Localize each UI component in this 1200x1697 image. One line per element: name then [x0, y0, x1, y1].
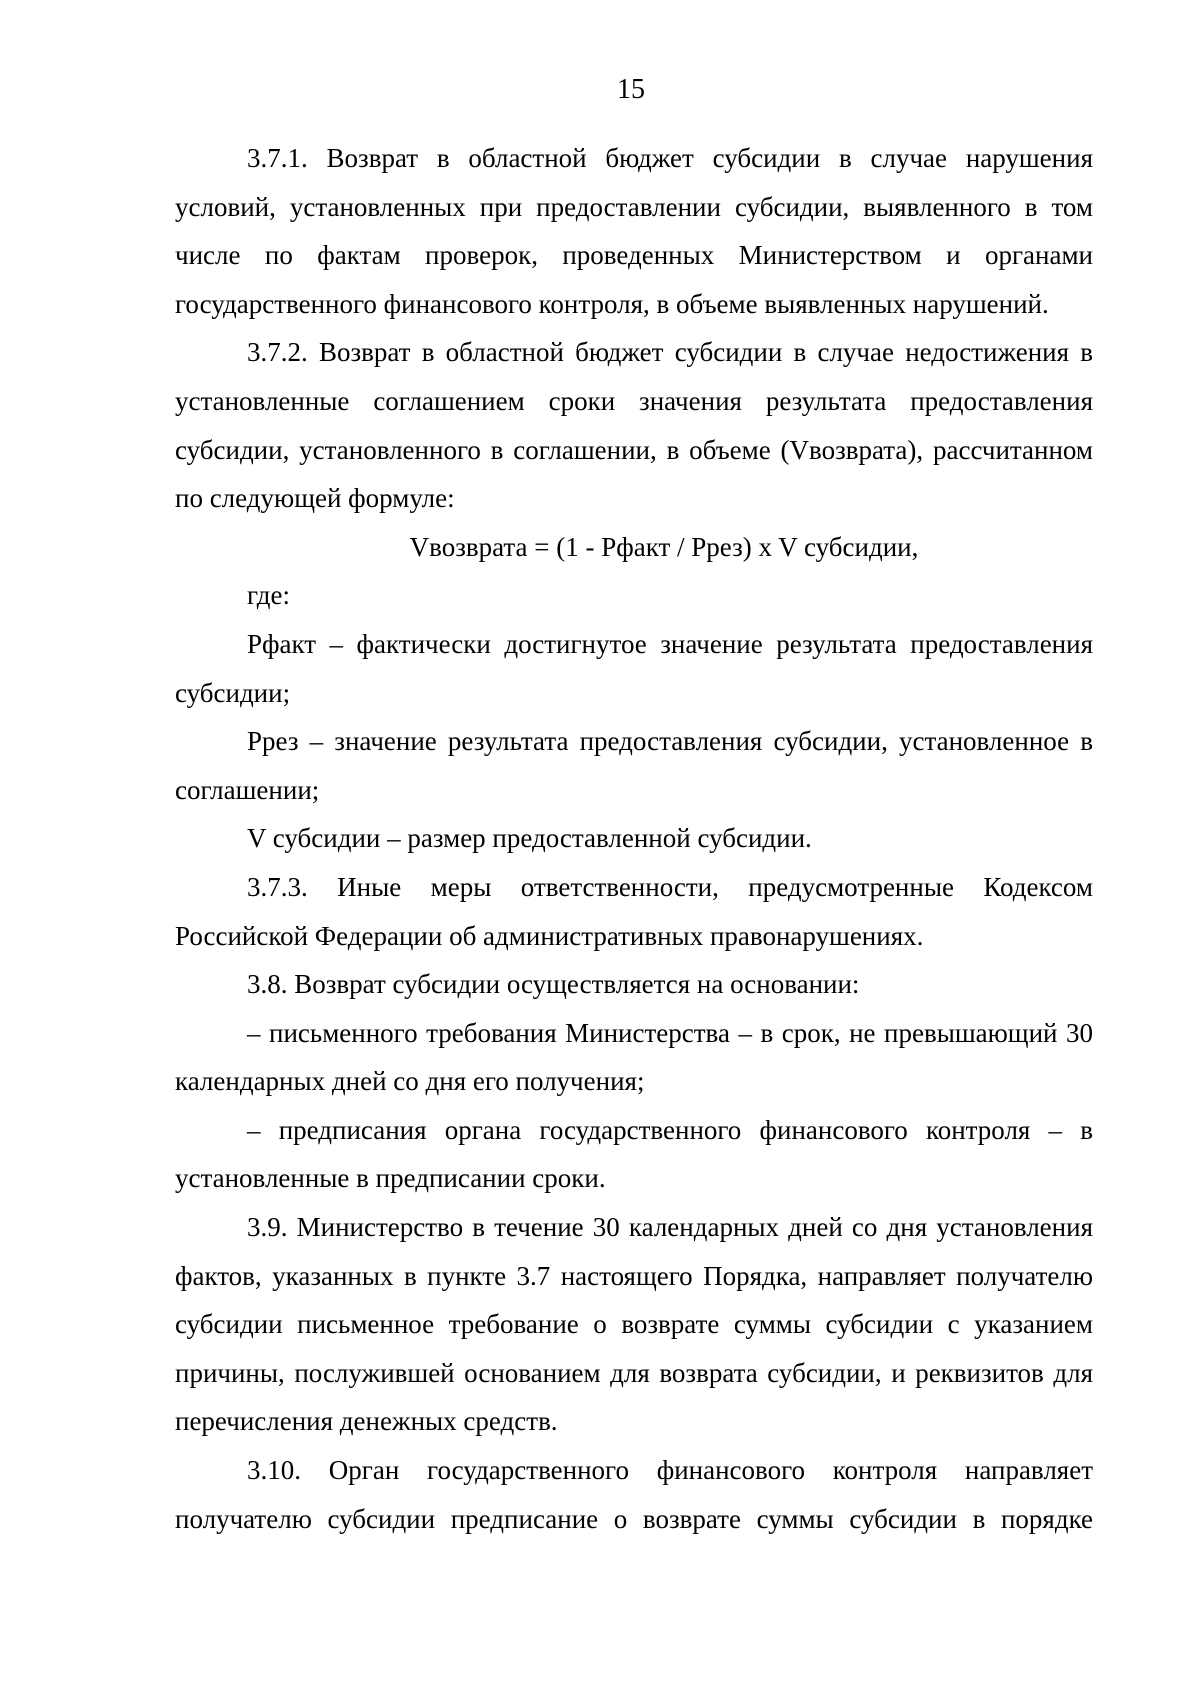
paragraph-3-8-item-a: – письменного требования Министерства – в срок, не превышающий 30 календарных дней со дня его получения; — [175, 1017, 1093, 1097]
definition-pfact: Pфакт – фактически достигнутое значение результата предоставления субсидии; — [175, 628, 1093, 708]
formula: Vвозврата = (1 - Pфакт / Pрез) x V субсидии, — [409, 531, 919, 562]
where-label: где: — [247, 580, 290, 611]
paragraph-3-7-2: 3.7.2. Возврат в областной бюджет субсидии в случае недостижения в установленные соглашением сроки значения результата предоставления субсидии, установленного в соглашении, в объеме (Vвозврата), рассчитанном по следующей формуле: — [175, 337, 1093, 514]
definition-prez: Pрез – значение результата предоставления субсидии, установленное в соглашении; — [175, 726, 1093, 805]
paragraph-3-7-3: 3.7.3. Иные меры ответственности, предусмотренные Кодексом Российской Федерации об административных правонарушениях. — [175, 871, 1093, 951]
document-body — [175, 134, 1093, 1543]
definition-v-subsidy: V субсидии – размер предоставленной субсидии. — [247, 823, 812, 854]
page-number: 15 — [617, 74, 645, 105]
paragraph-3-8: 3.8. Возврат субсидии осуществляется на основании: — [247, 969, 860, 1000]
paragraph-3-10: 3.10. Орган государственного финансового контроля направляет получателю субсидии предписание о возврате суммы субсидии в порядке — [175, 1455, 1093, 1534]
paragraph-3-9: 3.9. Министерство в течение 30 календарных дней со дня установления фактов, указанных в пункте 3.7 настоящего Порядка, направляет получателю субсидии письменное требование о возврате суммы субсидии с указанием причины, послужившей основанием для возврата субсидии, и реквизитов для перечисления денежных средств. — [175, 1212, 1093, 1437]
paragraph-3-8-item-b: – предписания органа государственного финансового контроля – в установленные в предписании сроки. — [175, 1114, 1093, 1194]
paragraph-3-7-1: 3.7.1. Возврат в областной бюджет субсидии в случае нарушения условий, установленных при предоставлении субсидии, выявленного в том числе по фактам проверок, проведенных Министерством и органами государственного финансового контроля, в объеме выявленных нарушений. — [175, 143, 1093, 319]
